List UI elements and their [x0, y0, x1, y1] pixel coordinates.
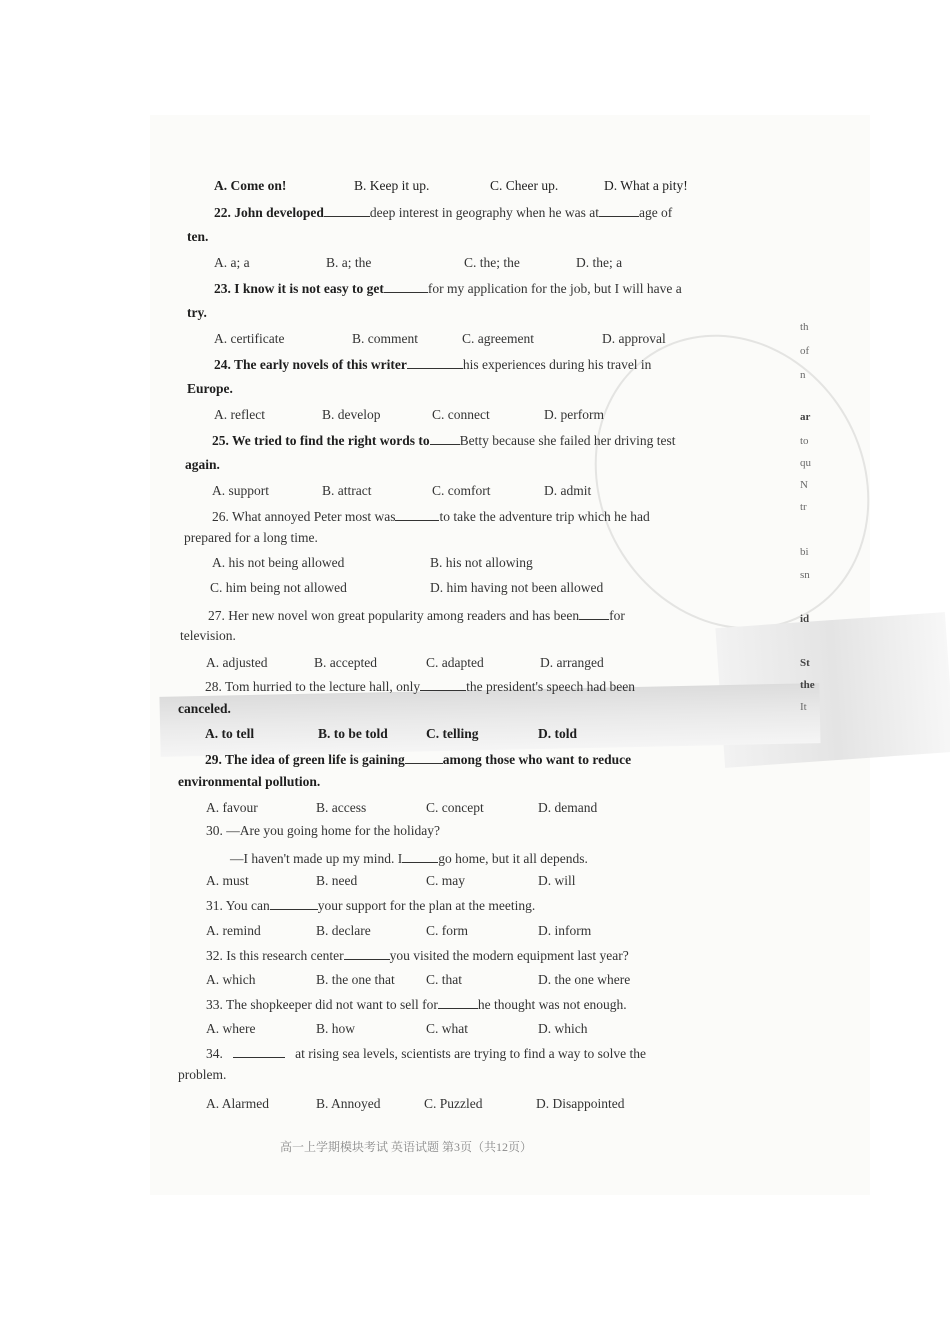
- option-c: C. may: [426, 873, 465, 888]
- option-c: C. him being not allowed: [210, 580, 347, 595]
- option-c: C. what: [426, 1021, 468, 1036]
- margin-fragment: N: [800, 479, 808, 491]
- option-c: C. concept: [426, 800, 484, 815]
- q23-stem: 23. I know it is not easy to get for my application for the job, but I will have a: [214, 281, 682, 296]
- option-a: A. Come on!: [214, 178, 287, 193]
- margin-fragment: bi: [800, 546, 809, 558]
- option-c: C. form: [426, 923, 468, 938]
- option-d: D. What a pity!: [604, 178, 688, 193]
- option-b: B. develop: [322, 407, 381, 422]
- option-a: A. his not being allowed: [212, 555, 345, 570]
- option-b: B. the one that: [316, 972, 395, 987]
- option-c: C. Cheer up.: [490, 178, 559, 193]
- page-footer: 高一上学期模块考试 英语试题 第3页（共12页）: [280, 1140, 533, 1154]
- option-a: A. adjusted: [206, 655, 268, 670]
- option-b: B. need: [316, 873, 358, 888]
- margin-fragment: St: [800, 657, 810, 669]
- q28-stem: 28. Tom hurried to the lecture hall, only the president's speech had been: [205, 679, 636, 694]
- q24-stem-cont: Europe.: [187, 381, 233, 396]
- option-d: D. perform: [544, 407, 604, 422]
- option-a: A. favour: [206, 800, 258, 815]
- option-d: D. demand: [538, 800, 598, 815]
- q28-stem-cont: canceled.: [178, 701, 231, 716]
- q26-stem: 26. What annoyed Peter most was to take the adventure trip which he had: [212, 509, 650, 524]
- option-a: A. which: [206, 972, 256, 987]
- q31-stem: 31. You can your support for the plan at the meeting.: [206, 898, 536, 913]
- option-b: B. a; the: [326, 255, 372, 270]
- option-b: B. accepted: [314, 655, 377, 670]
- option-c: C. Puzzled: [424, 1096, 483, 1111]
- q25-stem: 25. We tried to find the right words to Betty because she failed her driving test: [212, 433, 676, 448]
- margin-fragment: tr: [800, 501, 807, 513]
- q29-stem: 29. The idea of green life is gaining among those who want to reduce: [205, 752, 632, 767]
- option-d: D. will: [538, 873, 576, 888]
- option-c: C. comfort: [432, 483, 491, 498]
- option-d: D. inform: [538, 923, 592, 938]
- option-c: C. telling: [426, 726, 479, 741]
- margin-fragment: ar: [800, 411, 811, 423]
- margin-fragment: to: [800, 435, 809, 447]
- option-d: D. the; a: [576, 255, 623, 270]
- option-d: D. which: [538, 1021, 588, 1036]
- option-b: B. his not allowing: [430, 555, 533, 570]
- option-a: A. must: [206, 873, 249, 888]
- option-d: D. arranged: [540, 655, 604, 670]
- option-d: D. told: [538, 726, 578, 741]
- option-b: B. comment: [352, 331, 418, 346]
- option-d: D. him having not been allowed: [430, 580, 604, 595]
- q23-stem-cont: try.: [187, 305, 207, 320]
- option-b: B. how: [316, 1021, 356, 1036]
- option-a: A. reflect: [214, 407, 265, 422]
- q29-stem-cont: environmental pollution.: [178, 774, 321, 789]
- option-a: A. Alarmed: [206, 1096, 269, 1111]
- margin-fragment: th: [800, 321, 809, 333]
- q30-reply: —I haven't made up my mind. I go home, but it all depends.: [230, 851, 588, 866]
- margin-fragment: sn: [800, 569, 810, 581]
- q33-stem: 33. The shopkeeper did not want to sell for he thought was not enough.: [206, 997, 627, 1012]
- option-a: A. remind: [206, 923, 261, 938]
- option-d: D. admit: [544, 483, 592, 498]
- margin-fragment: It: [800, 701, 807, 713]
- option-d: D. approval: [602, 331, 666, 346]
- margin-fragment: of: [800, 345, 810, 357]
- q27-stem: 27. Her new novel won great popularity among readers and has been for: [208, 608, 625, 623]
- margin-fragment: qu: [800, 457, 811, 469]
- option-a: A. a; a: [214, 255, 250, 270]
- q26-stem-cont: prepared for a long time.: [184, 530, 318, 545]
- q25-stem-cont: again.: [185, 457, 220, 472]
- q34-stem-cont: problem.: [178, 1067, 227, 1082]
- option-a: A. to tell: [205, 726, 255, 741]
- option-b: B. declare: [316, 923, 371, 938]
- q34-stem: 34. at rising sea levels, scientists are trying to find a way to solve the: [206, 1046, 647, 1061]
- option-b: B. access: [316, 800, 367, 815]
- option-d: D. the one where: [538, 972, 631, 987]
- q22-stem-cont: ten.: [187, 229, 209, 244]
- option-b: B. Annoyed: [316, 1096, 381, 1111]
- option-c: C. the; the: [464, 255, 520, 270]
- option-d: D. Disappointed: [536, 1096, 625, 1111]
- option-c: C. connect: [432, 407, 490, 422]
- option-a: A. certificate: [214, 331, 285, 346]
- q24-stem: 24. The early novels of this writer his experiences during his travel in: [214, 357, 652, 372]
- margin-fragment: n: [800, 369, 806, 381]
- option-b: B. to be told: [318, 726, 388, 741]
- margin-fragment: the: [800, 679, 815, 691]
- margin-fragment: id: [800, 613, 810, 625]
- q30-stem: 30. —Are you going home for the holiday?: [206, 823, 440, 838]
- option-c: C. that: [426, 972, 462, 987]
- q32-stem: 32. Is this research center you visited the modern equipment last year?: [206, 948, 629, 963]
- option-c: C. adapted: [426, 655, 484, 670]
- option-c: C. agreement: [462, 331, 534, 346]
- option-a: A. support: [212, 483, 269, 498]
- q27-stem-cont: television.: [180, 628, 236, 643]
- option-b: B. Keep it up.: [354, 178, 430, 193]
- option-a: A. where: [206, 1021, 256, 1036]
- q22-stem: 22. John developed deep interest in geography when he was at age of: [214, 205, 673, 220]
- option-b: B. attract: [322, 483, 372, 498]
